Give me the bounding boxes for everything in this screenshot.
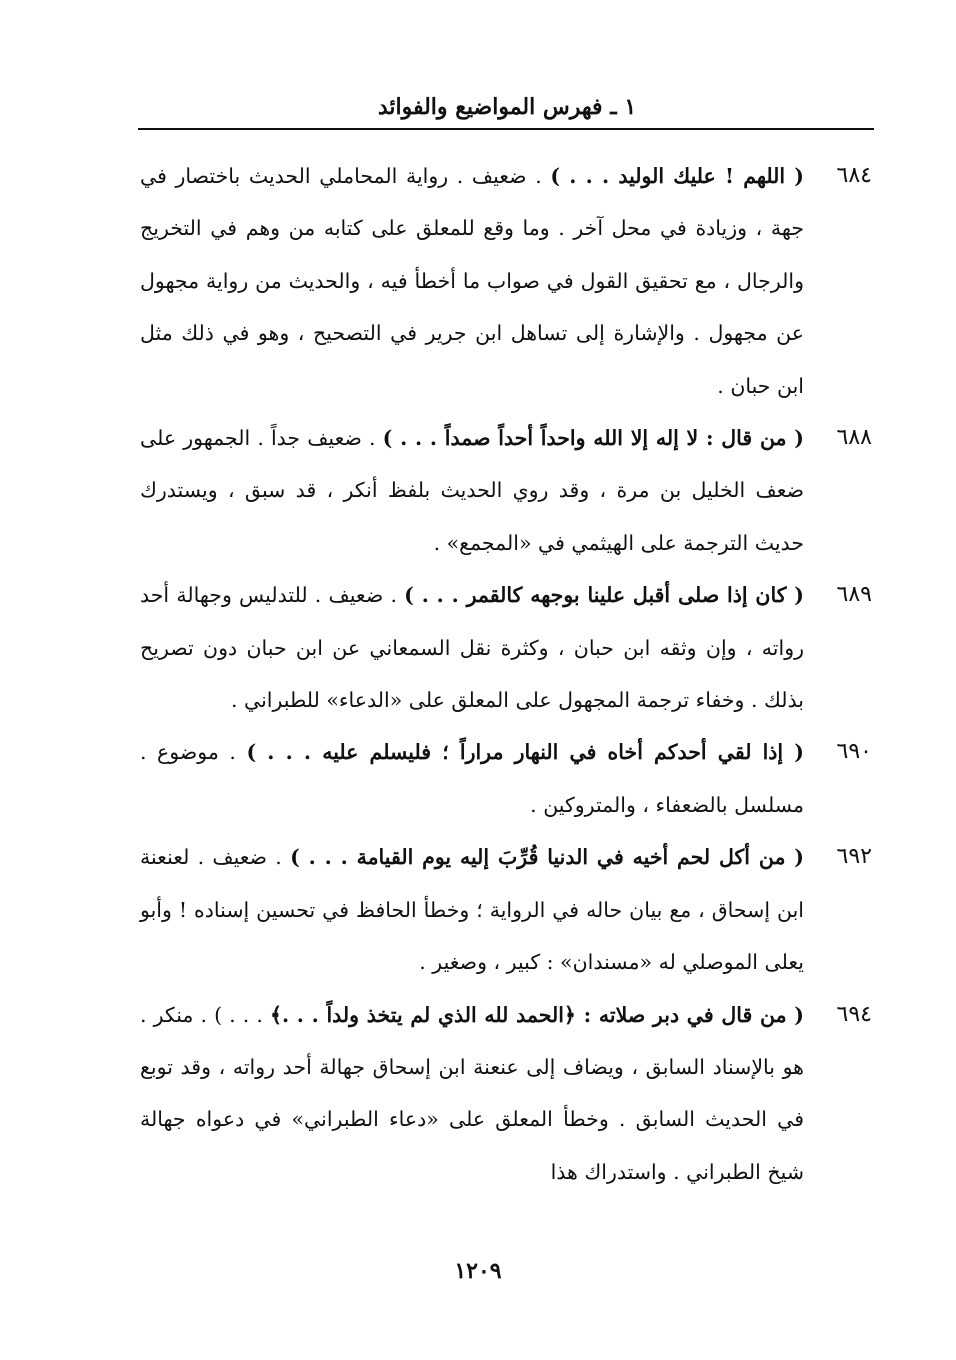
index-entry [140,989,874,1199]
entry-number: ٦٨٨ [836,425,872,451]
hadith-text: ( كان إذا صلى أقبل علينا بوجهه كالقمر . . . ) [404,583,804,608]
index-entry [140,726,874,831]
entry-number: ٦٩٤ [836,1001,872,1027]
hadith-text: ( من أكل لحم أخيه في الدنيا قُرِّبَ إليه يوم القيامة . . . ) [290,845,804,870]
index-entries [140,150,874,1198]
entry-body [140,726,804,831]
entry-commentary: . ضعيف جداً . الجمهور على ضعف الخليل بن مرة ، وقد روي الحديث بلفظ أنكر ، قد سبق ، ويستدرك حديث الترجمة على الهيثمي في «المجمع» . [140,426,804,555]
entry-body [140,412,804,569]
entry-number: ٦٨٩ [836,582,872,608]
page-number: ١٢٠٩ [454,1258,502,1284]
hadith-text: ( من قال في دبر صلاته : ﴿الحمد لله الذي لم يتخذ ولداً . . .﴾ [269,1002,804,1027]
entry-body [140,831,804,988]
entry-body [140,150,804,412]
entry-commentary: . . . ) . منكر . هو بالإسناد السابق ، ويضاف إلى عنعنة ابن إسحاق جهالة أحد رواته ، وقد توبع في الحديث السابق . وخطأ المعلق على «دعاء الطبراني» في دعواه جهالة شيخ الطبراني . واستدراك هذا [140,1002,804,1184]
entry-commentary: . ضعيف . رواية المحاملي الحديث باختصار في جهة ، وزيادة في محل آخر . وما وقع للمعلق على كتابه من وهم في التخريج والرجال ، مع تحقيق القول في صواب ما أخطأ فيه ، والحديث من رواية مجهول عن مجهول . والإشارة إلى تساهل ابن جرير في التصحيح ، وهو في ذلك مثل ابن حبان . [140,164,804,398]
hadith-text: ( إذا لقي أحدكم أخاه في النهار مراراً ؛ فليسلم عليه . . . ) [246,740,804,765]
index-entry [140,150,874,412]
entry-number: ٦٩٠ [836,739,872,765]
index-entry [140,412,874,569]
entry-body [140,989,804,1199]
header-divider [138,128,874,130]
entry-body [140,569,804,726]
entry-commentary: . ضعيف . للتدليس وجهالة أحد رواته ، وإن وثقه ابن حبان ، وكثرة نقل السمعاني عن ابن حبان دون تصريح بذلك . وخفاء ترجمة المجهول على المعلق على «الدعاء» للطبراني . [140,583,804,713]
entry-number: ٦٨٤ [836,163,872,188]
running-header: ١ ـ فهرس المواضيع والفوائد [377,94,637,120]
hadith-text: ( اللهم ! عليك الوليد . . . ) [550,164,805,188]
entry-number: ٦٩٢ [836,844,872,870]
entry-commentary: . موضوع . مسلسل بالضعفاء ، والمتروكين . [140,740,804,817]
index-entry [140,831,874,988]
hadith-text: ( من قال : لا إله إلا الله واحداً أحداً صمداً . . . ) [382,426,804,451]
index-entry [140,569,874,726]
entry-commentary: . ضعيف . لعنعنة ابن إسحاق ، مع بيان حاله في الرواية ؛ وخطأ الحافظ في تحسين إسناده ! وأبو يعلى الموصلي له «مسندان» : كبير ، وصغير . [140,845,804,975]
